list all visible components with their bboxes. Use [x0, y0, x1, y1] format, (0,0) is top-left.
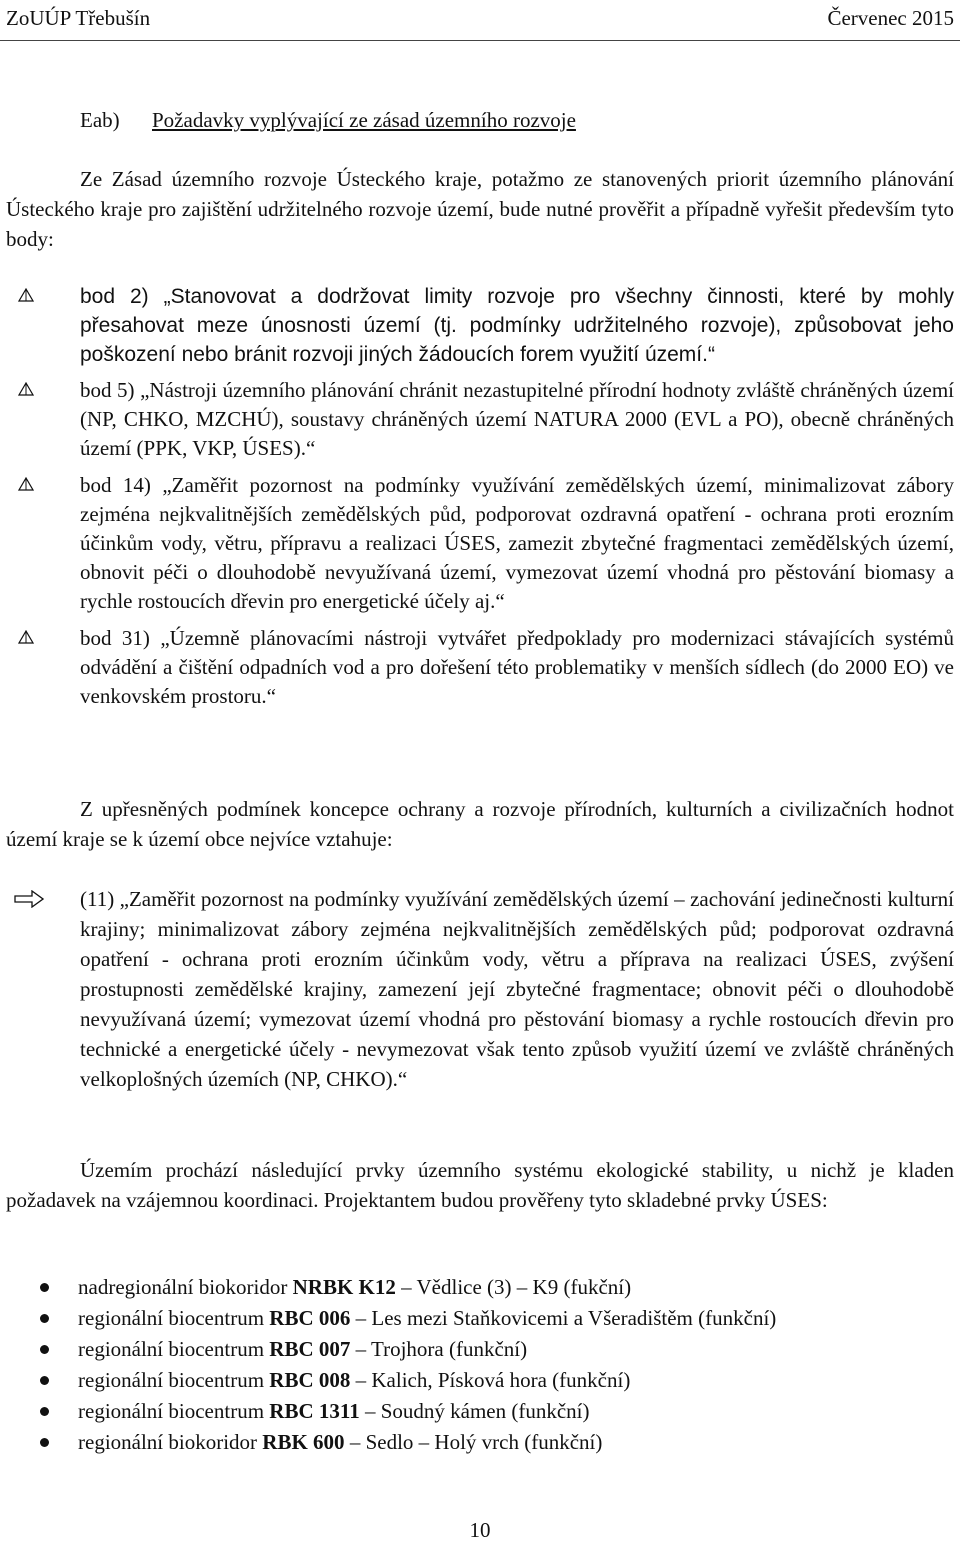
section-number: Eab)	[80, 108, 120, 132]
shield-marker-icon	[18, 624, 48, 646]
page-header	[0, 0, 960, 41]
priority-list	[6, 282, 954, 711]
uses-code: NRBK K12	[292, 1275, 396, 1299]
uses-intro-paragraph	[6, 1155, 954, 1215]
uses-rest: – Sedlo – Holý vrch (funkční)	[349, 1430, 603, 1454]
uses-list-item	[6, 1396, 954, 1427]
bullet-icon	[40, 1407, 49, 1416]
shield-marker-icon	[18, 282, 48, 304]
priority-item	[6, 624, 954, 711]
uses-list	[6, 1272, 954, 1458]
shield-marker-icon	[18, 376, 48, 398]
uses-rest: – Trojhora (funkční)	[355, 1337, 528, 1361]
uses-intro-text: Územím prochází následující prvky územního systému ekologické stability, u nichž je kladen požadavek na vzájemnou koordinaci. Projektantem budou prověřeny tyto skladebné prvky ÚSES:	[6, 1158, 954, 1212]
shield-marker-icon	[18, 471, 48, 493]
uses-rest: – Soudný kámen (funkční)	[364, 1399, 590, 1423]
section-title: Požadavky vyplývající ze zásad územního rozvoje	[152, 108, 576, 132]
priority-item-text: bod 14) „Zaměřit pozornost na podmínky využívání zemědělských území, minimalizovat zábory zejména nejkvalitnějších zemědělských půd, podporovat ozdravná opatření - ochrana proti erozním účinkům vody, větru, přípravu a realizaci ÚSES, zamezit zbytečné fragmentaci zemědělských území, obnovit péči o dlouhodobě nevyužívaná území, vymezovat území vhodná pro pěstování biomasy a rychle rostoucích dřevin pro energetické účely aj.“	[80, 473, 954, 613]
uses-prefix: regionální biocentrum	[78, 1368, 265, 1392]
priority-item-text: bod 5) „Nástroji územního plánování chránit nezastupitelné přírodní hodnoty zvláště chráněných území (NP, CHKO, MZCHÚ), soustavy chráněných území NATURA 2000 (EVL a PO), obecně chráněných území (PPK, VKP, ÚSES).“	[80, 378, 954, 460]
uses-code: RBC 008	[269, 1368, 351, 1392]
uses-list-item	[6, 1303, 954, 1334]
bullet-icon	[40, 1345, 49, 1354]
uses-code: RBC 1311	[269, 1399, 360, 1423]
bullet-icon	[40, 1438, 49, 1447]
uses-code: RBC 007	[269, 1337, 351, 1361]
uses-rest: – Vědlice (3) – K9 (fukční)	[401, 1275, 632, 1299]
concept-intro-text: Z upřesněných podmínek koncepce ochrany a rozvoje přírodních, kulturních a civilizačních hodnot území kraje se k území obce nejvíce vztahuje:	[6, 797, 954, 851]
uses-rest: – Les mezi Staňkovicemi a Všeradištěm (funkční)	[355, 1306, 777, 1330]
section-heading	[80, 108, 576, 133]
uses-list-item	[6, 1427, 954, 1458]
uses-code: RBC 006	[269, 1306, 351, 1330]
concept-item-text: (11) „Zaměřit pozornost na podmínky využívání zemědělských území – zachování jedinečnosti kulturní krajiny; minimalizovat zábory zejména nejkvalitnějších zemědělských půd; podporovat ozdravná opatření - ochrana proti erozním účinkům vody, větru a příprava na realizaci ÚSES, zvýšení prostupnosti zemědělské krajiny, zamezení její zbytečné fragmentace; obnovit péči o dlouhodobě nevyužívaná území; vymezovat území vhodná pro pěstování biomasy a rychle rostoucích dřevin pro technické a energetické účely - nevymezovat však tento způsob využití území ve zvláště chráněných velkoplošných územích (NP, CHKO).“	[80, 887, 954, 1091]
priority-item	[6, 376, 954, 463]
uses-prefix: regionální biokoridor	[78, 1430, 258, 1454]
priority-item-text: bod 2) „Stanovovat a dodržovat limity rozvoje pro všechny činnosti, které by mohly přesahovat meze únosnosti území (tj. podmínky udržitelného rozvoje), způsobovat jeho poškození nebo bránit rozvoji jiných žádoucích forem využití území.“	[80, 285, 954, 366]
uses-list-item	[6, 1334, 954, 1365]
priority-item-text: bod 31) „Územně plánovacími nástroji vytvářet předpoklady pro modernizaci stávajících systémů odvádění a čištění odpadních vod a pro dořešení této problematiky v menších sídlech (do 2000 EO) ve venkovském prostoru.“	[80, 626, 954, 708]
concept-intro-paragraph	[6, 794, 954, 854]
uses-prefix: regionální biocentrum	[78, 1337, 265, 1361]
priority-item	[6, 282, 954, 369]
bullet-icon	[40, 1376, 49, 1385]
bullet-icon	[40, 1314, 49, 1323]
uses-list-item	[6, 1272, 954, 1303]
uses-rest: – Kalich, Písková hora (funkční)	[355, 1368, 631, 1392]
concept-list	[6, 884, 954, 1094]
uses-code: RBK 600	[262, 1430, 345, 1454]
bullet-icon	[40, 1283, 49, 1292]
intro-text: Ze Zásad územního rozvoje Ústeckého kraje, potažmo ze stanovených priorit územního plánování Ústeckého kraje pro zajištění udržitelného rozvoje území, bude nutné prověřit a případně vyřešit především tyto body:	[6, 167, 954, 251]
concept-item	[6, 884, 954, 1094]
header-date: Červenec 2015	[827, 6, 954, 30]
header-org: ZoUÚP Třebušín	[6, 6, 151, 30]
uses-prefix: regionální biocentrum	[78, 1399, 265, 1423]
page-number: 10	[469, 1518, 491, 1542]
priority-item	[6, 471, 954, 616]
uses-prefix: nadregionální biokoridor	[78, 1275, 288, 1299]
uses-list-item	[6, 1365, 954, 1396]
intro-paragraph	[6, 164, 954, 254]
uses-prefix: regionální biocentrum	[78, 1306, 265, 1330]
arrow-right-icon	[14, 884, 44, 908]
